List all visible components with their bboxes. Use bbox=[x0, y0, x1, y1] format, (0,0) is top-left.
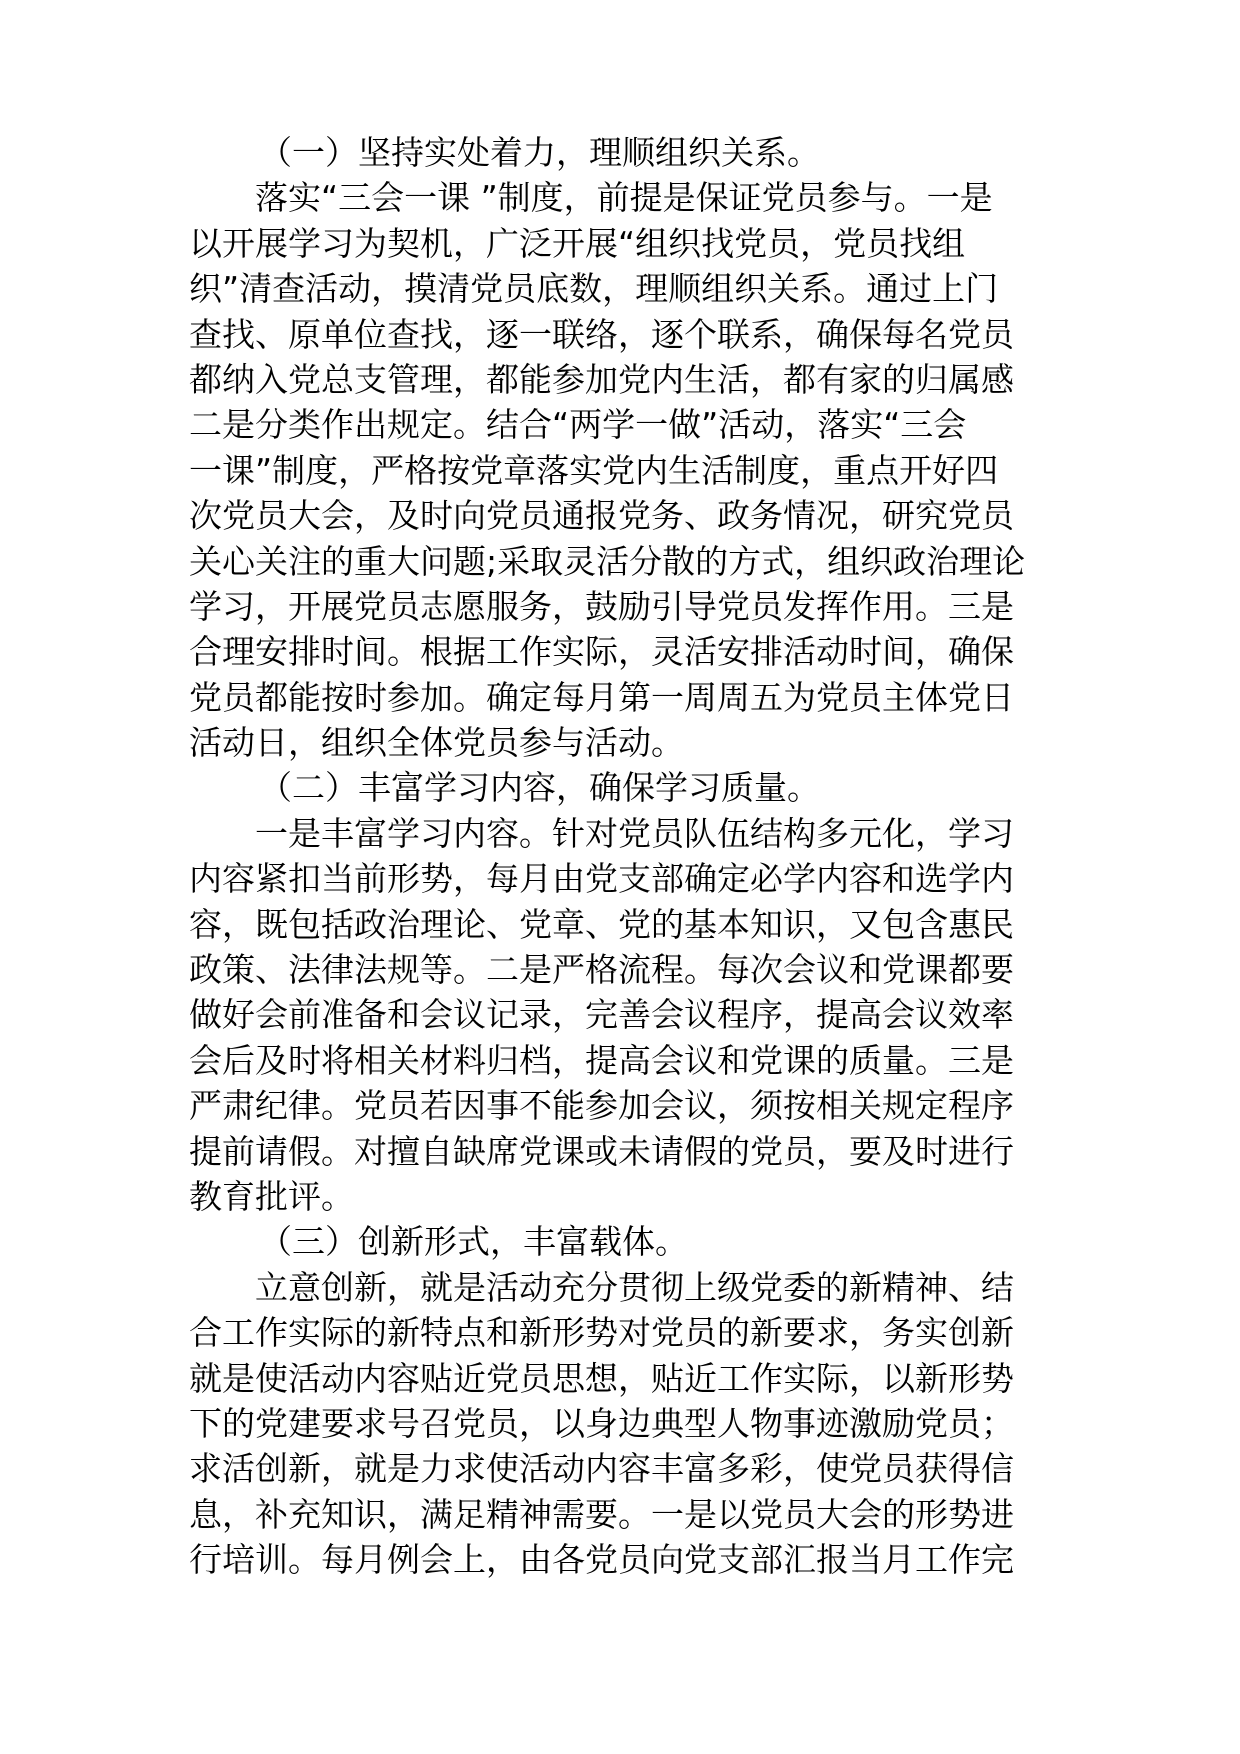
paragraph-line: 党员都能按时参加。确定每月第一周周五为党员主体党日 bbox=[189, 677, 1014, 717]
paragraph-line: 以开展学习为契机，广泛开展“组织找党员，党员找组 bbox=[189, 223, 966, 263]
paragraph-line: 提前请假。对擅自缺席党课或未请假的党员，要及时进行 bbox=[189, 1131, 1014, 1171]
paragraph-line: 一是丰富学习内容。针对党员队伍结构多元化，学习 bbox=[255, 813, 1014, 853]
paragraph-line: 立意创新，就是活动充分贯彻上级党委的新精神、结 bbox=[255, 1267, 1014, 1307]
paragraph-line: 会后及时将相关材料归档，提高会议和党课的质量。三是 bbox=[189, 1040, 1014, 1080]
paragraph-line: 学习，开展党员志愿服务，鼓励引导党员发挥作用。三是 bbox=[189, 586, 1014, 626]
paragraph-line: 都纳入党总支管理，都能参加党内生活，都有家的归属感 bbox=[189, 359, 1014, 399]
paragraph-line: 关心关注的重大问题;采取灵活分散的方式，组织政治理论 bbox=[189, 541, 1026, 581]
paragraph-line: 容，既包括政治理论、党章、党的基本知识，又包含惠民 bbox=[189, 904, 1014, 944]
paragraph-line: 落实“三会一课 ”制度，前提是保证党员参与。一是 bbox=[255, 178, 993, 218]
paragraph-line: 二是分类作出规定。结合“两学一做”活动，落实“三会 bbox=[189, 405, 967, 445]
paragraph-line: 政策、法律法规等。二是严格流程。每次会议和党课都要 bbox=[189, 950, 1014, 990]
paragraph-line: 做好会前准备和会议记录，完善会议程序，提高会议效率 bbox=[189, 995, 1014, 1035]
paragraph-line: 合理安排时间。根据工作实际，灵活安排活动时间，确保 bbox=[189, 632, 1014, 672]
section-heading-3: （三）创新形式，丰富载体。 bbox=[259, 1222, 688, 1262]
paragraph-line: 合工作实际的新特点和新形势对党员的新要求，务实创新 bbox=[189, 1313, 1014, 1353]
paragraph-line: 次党员大会，及时向党员通报党务、政务情况，研究党员 bbox=[189, 496, 1014, 536]
paragraph-line: 行培训。每月例会上，由各党员向党支部汇报当月工作完 bbox=[189, 1540, 1014, 1580]
paragraph-line: 就是使活动内容贴近党员思想，贴近工作实际，以新形势 bbox=[189, 1358, 1014, 1398]
paragraph-line: 活动日，组织全体党员参与活动。 bbox=[189, 723, 684, 763]
paragraph-line: 息，补充知识，满足精神需要。一是以党员大会的形势进 bbox=[189, 1494, 1014, 1534]
section-heading-2: （二）丰富学习内容，确保学习质量。 bbox=[259, 768, 820, 808]
paragraph-line: 一课”制度，严格按党章落实党内生活制度，重点开好四 bbox=[189, 450, 999, 490]
paragraph-line: 严肃纪律。党员若因事不能参加会议，须按相关规定程序 bbox=[189, 1086, 1014, 1126]
paragraph-line: 查找、原单位查找，逐一联络，逐个联系，确保每名党员 bbox=[189, 314, 1014, 354]
paragraph-line: 织”清查活动，摸清党员底数，理顺组织关系。通过上门 bbox=[189, 269, 999, 309]
paragraph-line: 教育批评。 bbox=[189, 1176, 354, 1216]
paragraph-line: 求活创新，就是力求使活动内容丰富多彩，使党员获得信 bbox=[189, 1449, 1014, 1489]
document-page bbox=[189, 130, 1059, 1583]
paragraph-line: 下的党建要求号召党员，以身边典型人物事迹激励党员； bbox=[189, 1403, 1014, 1443]
paragraph-line: 内容紧扣当前形势，每月由党支部确定必学内容和选学内 bbox=[189, 859, 1014, 899]
section-heading-1: （一）坚持实处着力，理顺组织关系。 bbox=[259, 133, 820, 172]
